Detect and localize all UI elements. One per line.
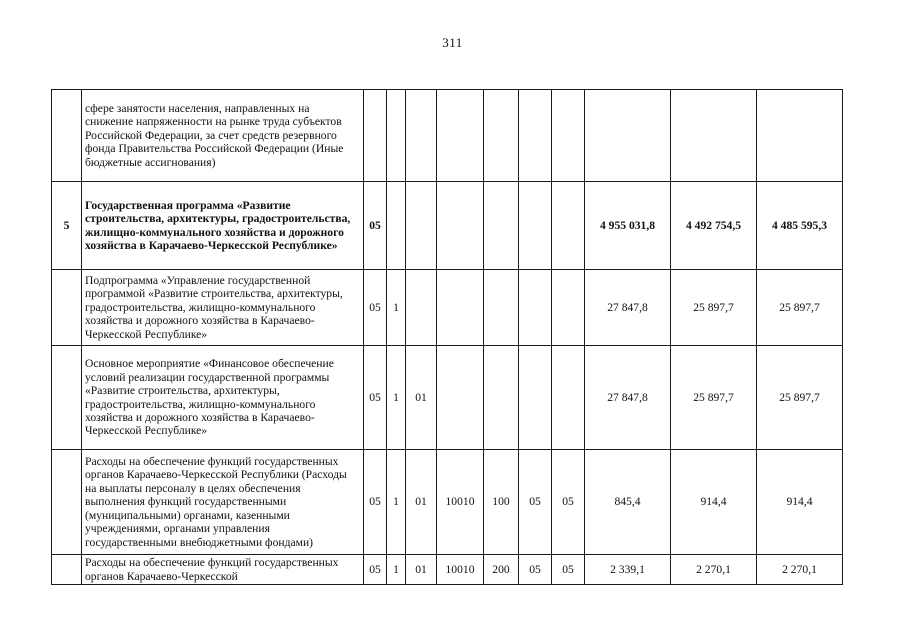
row-number-cell (52, 90, 82, 182)
subsection-code-cell (552, 90, 585, 182)
amount-year3-cell: 25 897,7 (757, 270, 843, 346)
amount-year3-cell: 25 897,7 (757, 346, 843, 450)
measure-code-cell (406, 90, 437, 182)
amount-year3-cell: 914,4 (757, 450, 843, 555)
amount-year1-cell: 4 955 031,8 (585, 182, 671, 270)
row-name-cell: сфере занятости населения, направленных на снижение напряженности на рынке труда субъектов Российской Федерации, за счет средств резервного фонда Правительства Российской Федерации (Иные бюджетные ассигнования) (82, 90, 364, 182)
amount-year2-cell: 914,4 (671, 450, 757, 555)
row-number-cell (52, 346, 82, 450)
direction-code-cell (437, 90, 484, 182)
direction-code-cell (437, 346, 484, 450)
expense-type-cell (484, 270, 519, 346)
table-row (52, 270, 843, 346)
program-code-cell: 05 (364, 270, 387, 346)
subprogram-code-cell (387, 182, 406, 270)
amount-year1-cell: 2 339,1 (585, 555, 671, 585)
row-name-cell: Расходы на обеспечение функций государственных органов Карачаево-Черкесской Республики (Расходы на выплаты персоналу в целях обеспечения выполнения функций государственными (муниципальными) органами, казенными учреждениями, органами управления государственными внебюджетными фондами) (82, 450, 364, 555)
subsection-code-cell (552, 182, 585, 270)
section-code-cell (519, 90, 552, 182)
amount-year2-cell: 2 270,1 (671, 555, 757, 585)
measure-code-cell (406, 182, 437, 270)
subsection-code-cell (552, 270, 585, 346)
program-code-cell: 05 (364, 555, 387, 585)
table-row (52, 346, 843, 450)
amount-year2-cell: 25 897,7 (671, 270, 757, 346)
amount-year3-cell: 2 270,1 (757, 555, 843, 585)
table-row (52, 555, 843, 585)
row-name-cell: Основное мероприятие «Финансовое обеспечение условий реализации государственной программы «Развитие строительства, архитектуры, градостроительства, жилищно-коммунального хозяйства и дорожного хозяйства в Карачаево-Черкесской Республике» (82, 346, 364, 450)
section-code-cell: 05 (519, 555, 552, 585)
subprogram-code-cell: 1 (387, 555, 406, 585)
row-number-cell: 5 (52, 182, 82, 270)
subprogram-code-cell: 1 (387, 270, 406, 346)
program-code-cell: 05 (364, 450, 387, 555)
expense-type-cell: 100 (484, 450, 519, 555)
program-code-cell: 05 (364, 346, 387, 450)
amount-year3-cell: 4 485 595,3 (757, 182, 843, 270)
measure-code-cell: 01 (406, 346, 437, 450)
amount-year2-cell: 25 897,7 (671, 346, 757, 450)
subprogram-code-cell: 1 (387, 346, 406, 450)
expense-type-cell (484, 346, 519, 450)
table-row (52, 90, 843, 182)
section-code-cell (519, 270, 552, 346)
direction-code-cell: 10010 (437, 555, 484, 585)
measure-code-cell: 01 (406, 555, 437, 585)
row-name-cell: Государственная программа «Развитие строительства, архитектуры, градостроительства, жилищно-коммунального хозяйства и дорожного хозяйства в Карачаево-Черкесской Республике» (82, 182, 364, 270)
subprogram-code-cell: 1 (387, 450, 406, 555)
row-number-cell (52, 555, 82, 585)
direction-code-cell: 10010 (437, 450, 484, 555)
section-code-cell (519, 346, 552, 450)
direction-code-cell (437, 182, 484, 270)
row-number-cell (52, 270, 82, 346)
subsection-code-cell (552, 346, 585, 450)
subsection-code-cell: 05 (552, 555, 585, 585)
page-number: 311 (442, 35, 463, 50)
subprogram-code-cell (387, 90, 406, 182)
amount-year1-cell (585, 90, 671, 182)
expense-type-cell: 200 (484, 555, 519, 585)
program-code-cell: 05 (364, 182, 387, 270)
row-name-cell: Подпрограмма «Управление государственной программой «Развитие строительства, архитектуры, градостроительства, жилищно-коммунального хозяйства и дорожного хозяйства в Карачаево-Черкесской Республике» (82, 270, 364, 346)
amount-year1-cell: 845,4 (585, 450, 671, 555)
amount-year1-cell: 27 847,8 (585, 346, 671, 450)
subsection-code-cell: 05 (552, 450, 585, 555)
amount-year3-cell (757, 90, 843, 182)
row-name-cell: Расходы на обеспечение функций государственных органов Карачаево-Черкесской (82, 555, 364, 585)
direction-code-cell (437, 270, 484, 346)
amount-year1-cell: 27 847,8 (585, 270, 671, 346)
program-code-cell (364, 90, 387, 182)
table-row (52, 450, 843, 555)
amount-year2-cell: 4 492 754,5 (671, 182, 757, 270)
budget-table (51, 89, 843, 585)
table-row (52, 182, 843, 270)
measure-code-cell: 01 (406, 450, 437, 555)
measure-code-cell (406, 270, 437, 346)
row-number-cell (52, 450, 82, 555)
expense-type-cell (484, 182, 519, 270)
section-code-cell: 05 (519, 450, 552, 555)
section-code-cell (519, 182, 552, 270)
amount-year2-cell (671, 90, 757, 182)
expense-type-cell (484, 90, 519, 182)
